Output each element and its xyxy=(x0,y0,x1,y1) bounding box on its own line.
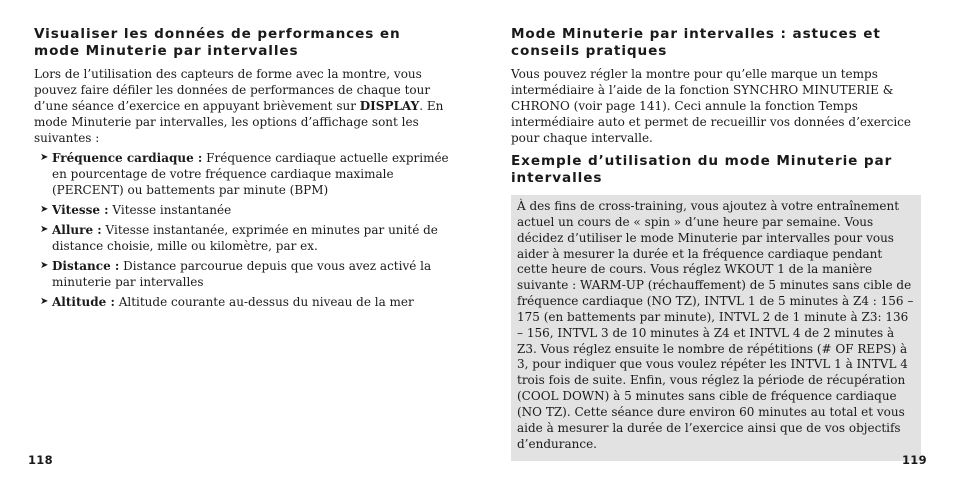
page-number-right: 119 xyxy=(902,453,927,467)
list-item-text: Altitude courante au-dessus du niveau de la mer xyxy=(114,295,414,309)
list-item-pace xyxy=(34,222,450,254)
left-page xyxy=(34,26,450,314)
list-item-term: Distance : xyxy=(52,259,120,273)
list-item-speed xyxy=(34,202,450,218)
left-intro-paragraph xyxy=(34,66,450,146)
arrow-bullet-icon: ➤ xyxy=(40,260,49,271)
right-page xyxy=(511,26,921,461)
example-heading: Exemple d’utilisation du mode Minuterie par intervalles xyxy=(511,153,893,186)
example-paragraph: À des fins de cross-training, vous ajoutez à votre entraînement actuel un cours de « spin » d’une heure par semaine. Vous décidez d’utiliser le mode Minuterie par intervalles pour vous aider à mesurer la durée et la fréquence cardiaque pendant cette heure de cours. Vous réglez WKOUT 1 de la manière suivante : WARM-UP (réchauffement) de 5 minutes sans cible de fréquence cardiaque (NO TZ), INTVL 1 de 5 minutes à Z4 : 156 – 175 (en battements par minute), INTVL 2 de 1 minute à Z3: 136 – 156, INTVL 3 de 10 minutes à Z4 et INTVL 4 de 2 minutes à Z3. Vous réglez ensuite le nombre de répétitions (# OF REPS) à 3, pour indiquer que vous voulez répéter les INTVL 1 à INTVL 4 trois fois de suite. Enfin, vous réglez la période de récupération (COOL DOWN) à 5 minutes sans cible de fréquence cardiaque (NO TZ). Cette séance dure environ 60 minutes au total et vous aide à mesurer la durée de l’exercice ainsi que de vos objectifs d’endurance. xyxy=(517,199,914,451)
arrow-bullet-icon: ➤ xyxy=(40,152,49,163)
list-item-term: Allure : xyxy=(52,223,102,237)
list-item-term: Fréquence cardiaque : xyxy=(52,151,203,165)
arrow-bullet-icon: ➤ xyxy=(40,296,49,307)
list-item-altitude xyxy=(34,294,450,310)
tips-paragraph: Vous pouvez régler la montre pour qu’elle marque un temps intermédiaire à l’aide de la fonction SYNCHRO MINUTERIE & CHRONO (voir page 141). Ceci annule la fonction Temps intermédiaire auto et permet de recueillir vos données d’exercice pour chaque intervalle. xyxy=(511,67,911,145)
left-page-heading: Visualiser les données de performances en mode Minuterie par intervalles xyxy=(34,26,401,59)
display-button-label: DISPLAY xyxy=(359,99,420,113)
arrow-bullet-icon: ➤ xyxy=(40,204,49,215)
list-item-text: Vitesse instantanée xyxy=(108,203,232,217)
list-item-term: Altitude : xyxy=(52,295,115,309)
list-item-text: Vitesse instantanée, exprimée en minutes par unité de distance choisie, mille ou kilomètre, par ex. xyxy=(52,223,438,253)
list-item-text: Fréquence cardiaque actuelle exprimée en pourcentage de votre fréquence cardiaque maximale (PERCENT) ou battements par minute (BPM) xyxy=(52,151,449,197)
list-item-text: Distance parcourue depuis que vous avez activé la minuterie par intervalles xyxy=(52,259,432,289)
right-page-heading: Mode Minuterie par intervalles : astuces et conseils pratiques xyxy=(511,26,881,59)
list-item-heart-rate xyxy=(34,150,450,198)
intro-text: Lors de l’utilisation des capteurs de forme avec la montre, vous pouvez faire défiler les données de performances de chaque tour d’une séance d’exercice en appuyant brièvement sur xyxy=(34,67,431,113)
list-item-distance xyxy=(34,258,450,290)
intro-text-end: . En mode Minuterie par intervalles, les options d’affichage sont les suivantes : xyxy=(34,99,444,145)
page-number-left: 118 xyxy=(28,453,53,467)
list-item-term: Vitesse : xyxy=(52,203,109,217)
example-shaded-box xyxy=(511,195,921,461)
display-options-list xyxy=(34,150,450,310)
arrow-bullet-icon: ➤ xyxy=(40,224,49,235)
